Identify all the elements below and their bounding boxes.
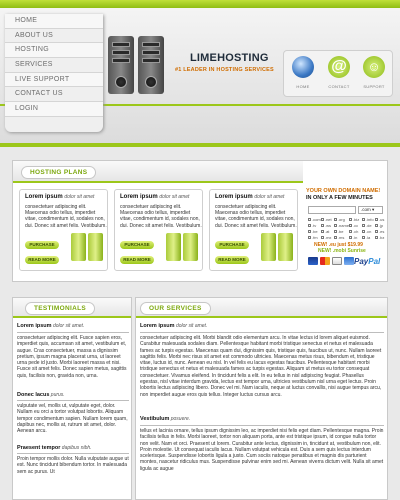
tld-option[interactable]: .us [375, 217, 388, 222]
service-text: tellus et lacinia ornare, tellus ipsum dignissim leo, ac imperdiet nisi felis eget diam. Pellentesque magna. Proin facilisis tellus in felis. Morbi laoreet, tortor non aliquam porta, ante est tristique ipsum, id congue nulla tortor non velit. Nam et orci. Praesent ut lorem. Curabitur ante lectus, dignissim in, tincidunt at, vestibulum non, elit. Proin molestie. Ut consequat iaculis lacus. Nullam volutpat vehicula est. Duis a sem quis lectus interdum scelerisque. Suspendisse lobortis ligula a justo. Cum sociis natoque penatibus et magnis dis parturient montes, nascetur ridiculus mus. Suspendisse pulvinar enim sed mi. Aenean viverra dictum velit. Nulla sit amet ligula ac augue [140, 428, 384, 472]
testimonial-text: consectetuer adipiscing elit. Fusce sapien eros, imperdiet quis, accumsan sit amet, vestibulum et, augue. Cras consectetuer, massa a dignissim pretium, ipsum magna placerat urna, ut laoreet urna pede id justo. Morbi laoreet massa et nisi. Fusce sit amet felis. Donec sapien metus, sagittis quis, facilisis non, gravida non, urna. [17, 335, 127, 379]
main-nav [5, 14, 103, 132]
card-icon [308, 257, 318, 265]
card-icon [332, 257, 342, 265]
divider [140, 332, 384, 333]
tld-option[interactable]: .jp [375, 223, 388, 228]
tld-option[interactable]: .la [362, 235, 375, 240]
nav-login[interactable]: LOGIN [5, 102, 103, 117]
testimonials-heading: TESTIMONIALS [25, 302, 95, 315]
nav-home[interactable]: HOME [5, 14, 103, 29]
server-icon [261, 233, 295, 263]
mastercard-icon [320, 257, 330, 265]
amex-icon [344, 257, 354, 265]
nav-about-us[interactable]: ABOUT US [5, 29, 103, 44]
purchase-button[interactable]: PURCHASE [215, 241, 249, 249]
nav-services[interactable]: SERVICES [5, 58, 103, 73]
read-more-button[interactable]: READ MORE [25, 256, 59, 264]
brand-tagline: #1 LEADER IN HOSTING SERVICES [175, 67, 274, 73]
quick-links-box [283, 50, 393, 97]
read-more-button[interactable]: READ MORE [120, 256, 154, 264]
testimonial-text: Proin tempor mollis dolor. Nulla vulputate augue ut est. Nunc tincidunt bibendum tortor. In malesuada sem ac purus. Ut [17, 456, 129, 475]
testimonials-panel [12, 297, 132, 500]
domain-offer[interactable]: NEW! .mobi Sunrise [318, 248, 366, 254]
purchase-button[interactable]: PURCHASE [25, 241, 59, 249]
panel-header [13, 161, 303, 183]
tld-select[interactable]: .com ▾ [358, 206, 383, 214]
read-more-button[interactable]: READ MORE [215, 256, 249, 264]
tld-option[interactable]: .es [375, 229, 388, 234]
services-panel [135, 297, 388, 500]
tld-option[interactable]: .org [334, 217, 349, 222]
domain-offer[interactable]: NEW! .eu just $19.99 [314, 242, 363, 248]
divider [140, 425, 384, 426]
tld-option[interactable]: .info [362, 217, 375, 222]
hosting-plans-panel [12, 160, 388, 282]
domain-title: YOUR OWN DOMAIN NAME! [306, 188, 381, 194]
tld-option[interactable]: .ws [321, 223, 334, 228]
quick-link-label: CONTACT [328, 84, 350, 89]
plan-description: consectetuer adipiscing elit. Maecenas odio tellus, imperdiet vitae, condimentum id, sodales non, dui. Donec sit amet felis. Vestibulum. [215, 204, 297, 229]
server-tower [108, 36, 134, 94]
domain-search [306, 188, 388, 267]
panel-header [136, 298, 387, 318]
tld-option[interactable]: .com [308, 217, 321, 222]
panel-header [13, 298, 131, 318]
tld-option[interactable]: .be [334, 229, 349, 234]
plan-card [209, 189, 298, 271]
server-tower [138, 36, 164, 94]
support-icon: ☺ [363, 56, 385, 78]
quick-link-home[interactable] [288, 56, 318, 89]
nav-hosting[interactable]: HOSTING [5, 43, 103, 58]
testimonial-block: Praesent tempor dapibus nibh. [17, 445, 92, 451]
hosting-plans-heading: HOSTING PLANS [21, 166, 96, 179]
tld-options [306, 217, 388, 240]
tld-option[interactable]: .at [321, 229, 334, 234]
plan-description: consectetuer adipiscing elit. Maecenas odio tellus, imperdiet vitae, condimentum id, sodales non, dui. Donec sit amet felis. Vestibulum. [25, 204, 107, 229]
plan-description: consectetuer adipiscing elit. Maecenas odio tellus, imperdiet vitae, condimentum id, sodales non, dui. Donec sit amet felis. Vestibulum. [120, 204, 202, 229]
testimonial-block: Donec lacus purus. [17, 392, 65, 398]
top-accent-band [0, 0, 400, 8]
tld-option[interactable]: .ch [349, 229, 362, 234]
paypal-logo: PayPal [354, 257, 381, 266]
tld-option[interactable]: .cc [349, 223, 362, 228]
payment-methods [306, 257, 388, 267]
testimonial-block: Lorem ipsum dolor sit amet. [17, 323, 85, 329]
tld-option[interactable]: .tv [308, 223, 321, 228]
plan-card [19, 189, 108, 271]
tld-option[interactable]: .net [321, 217, 334, 222]
chevron-down-icon: ▾ [372, 207, 375, 212]
nav-live-support[interactable]: LIVE SUPPORT [5, 73, 103, 88]
services-heading: OUR SERVICES [140, 302, 211, 315]
divider [17, 332, 129, 333]
service-block: Vestibulum posuere. [140, 416, 191, 422]
service-block: Lorem ipsum dolor sit amet. [140, 323, 208, 329]
plan-card [114, 189, 203, 271]
brand-title: LIMEHOSTING [190, 52, 269, 64]
divider [17, 453, 129, 454]
plan-title: Lorem ipsum dolor sit amet [215, 194, 285, 200]
testimonial-text: vulputate vel, mollis ut, vulputate eget, dolor. Nullam eu orci a tortor volutpat lobortis. Aliquam tempor condimentum sapien. Nullam lorem quam, dapibus nec, mollis at, rutrum sit amet, dolor. Aenean arcu. [17, 403, 128, 435]
quick-link-label: HOME [296, 84, 310, 89]
domain-subtitle: IN ONLY A FEW MINUTES [306, 195, 373, 201]
domain-input[interactable] [308, 206, 356, 214]
tld-option[interactable]: .ms [334, 235, 349, 240]
server-icon [166, 233, 200, 263]
globe-icon [292, 56, 314, 78]
divider [17, 400, 129, 401]
purchase-button[interactable]: PURCHASE [120, 241, 154, 249]
plan-title: Lorem ipsum dolor sit amet [25, 194, 95, 200]
tld-option[interactable]: .be [308, 229, 321, 234]
tld-option[interactable]: .biz [349, 217, 362, 222]
tld-option[interactable]: .in [349, 235, 362, 240]
tld-option[interactable]: .name [334, 223, 349, 228]
tld-option[interactable]: .mx [321, 235, 334, 240]
tld-option[interactable]: .cn [362, 229, 375, 234]
tld-option[interactable]: .de [362, 223, 375, 228]
at-icon: @ [328, 56, 350, 78]
plan-title: Lorem ipsum dolor sit amet [120, 194, 190, 200]
tld-option[interactable]: .fm [308, 235, 321, 240]
quick-link-contact[interactable] [324, 56, 354, 89]
header-bottom-band [0, 143, 400, 147]
server-icon [71, 233, 105, 263]
server-illustration [108, 36, 168, 96]
service-text: consectetuer adipiscing elit. Morbi blandit odio elementum arcu. In vitae lectus id lorem aliquet euismod. Curabitur malesuada sodales diam. Pellentesque habitant morbi tristique senectus et netus et malesuada fames ac turpis egestas. Maecenas quam dui, dignissim quis, tristique quis, faucibus ut, nunc. Nullam laoreet sagittis felis. Morbi nec risus sit amet est commodo ultricies. Maecenas metus risus, bibendum et, tristique vitae, luctus id, nunc. Aenean eu nisl. In vel felis eu lacus egestas faucibus. Pellentesque habitant morbi tristique senectus et netus et malesuada fames ac turpis egestas. Aliquam ut metus eu tortor consequat consectetuer. Vivamus eleifend. In tincidunt felis a elit. In eu tellus in nisl adipiscing feugiat. Phasellus egestas, nisl vitae interdum gravida, lectus est tempor urna, ultricies vestibulum nisl urna eget lectus. Proin lobortis lectus adipiscing libero. Donec vel mi. Nam iaculis, neque at luctus convallis, nisi augue tempus arcu, non imperdiet augue eros quis tellus. Integer luctus cursus arcu. [140, 335, 382, 398]
tld-option[interactable]: .bz [375, 235, 388, 240]
quick-link-support[interactable] [359, 56, 389, 89]
quick-link-label: SUPPORT [363, 84, 385, 89]
nav-contact-us[interactable]: CONTACT US [5, 87, 103, 102]
